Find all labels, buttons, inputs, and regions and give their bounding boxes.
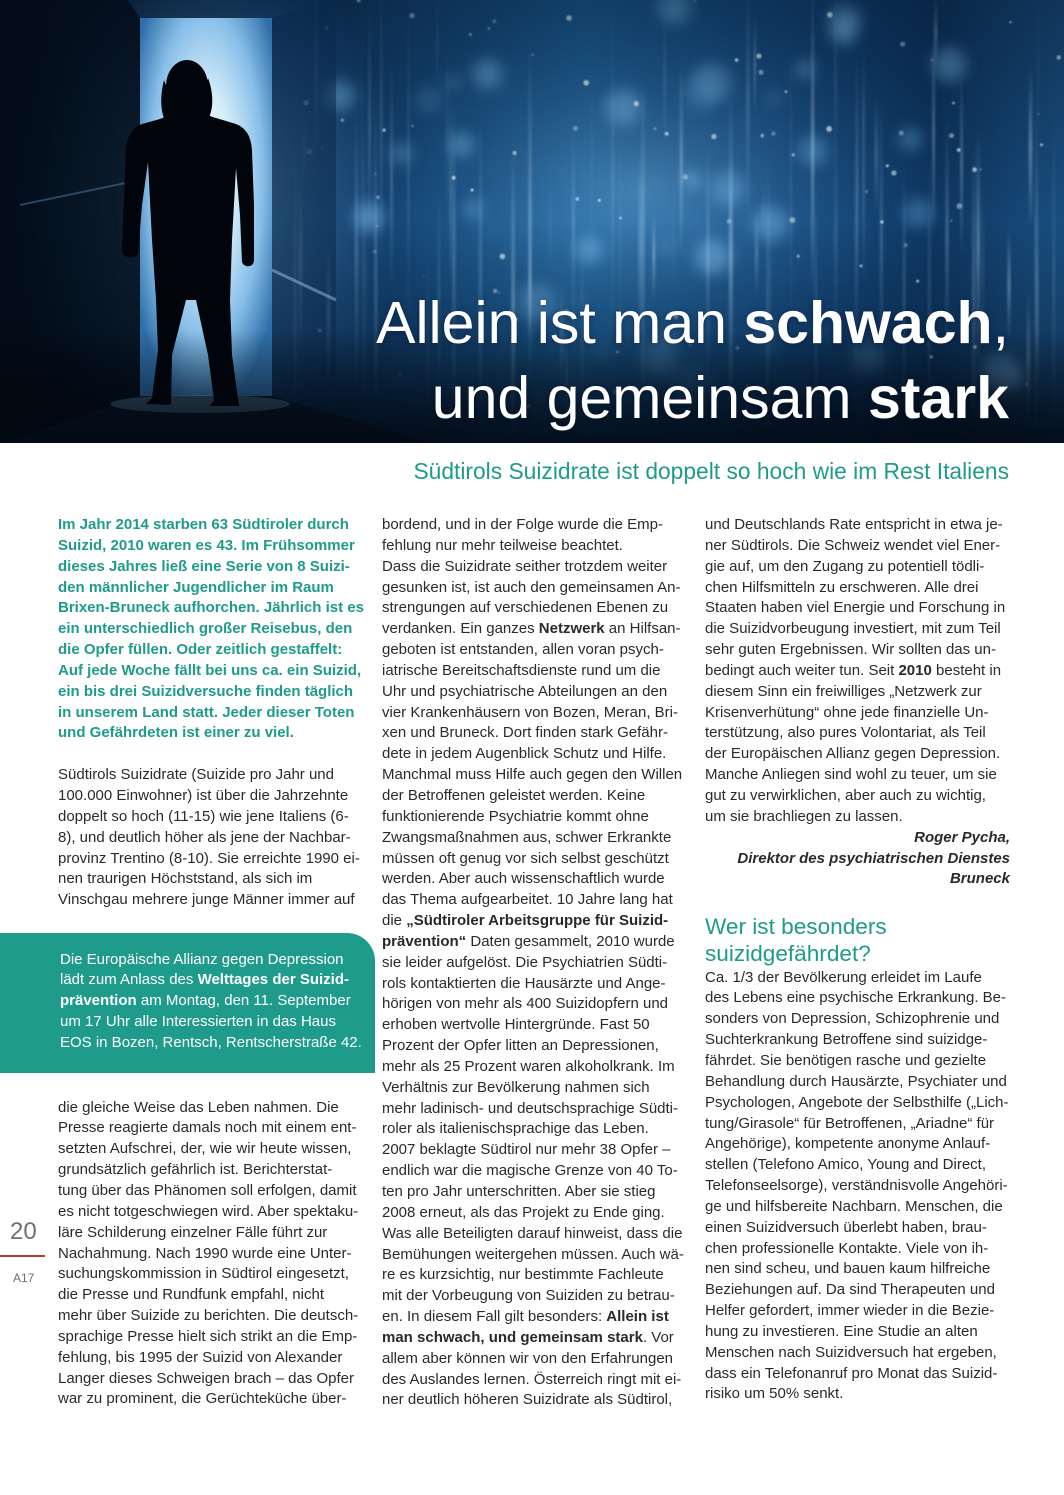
author-location: Bruneck bbox=[949, 870, 1010, 888]
text-line: Brixen-Bruneck aufhorchen. Jährlich ist es bbox=[58, 599, 364, 617]
text-line: Verhältnis zur Bevölkerung nahmen sich bbox=[382, 1078, 650, 1096]
text-line: die Suizidvorbeugung investiert, mit zum Teil bbox=[705, 620, 1001, 638]
bold-text: Netzwerk bbox=[538, 620, 605, 638]
text-line: terstützung, also pures Volontariat, als Teil bbox=[705, 724, 986, 742]
text-line: den männlicher Jugendlicher im Raum bbox=[58, 578, 334, 596]
text-line: Vinschgau mehrere junge Männer immer auf bbox=[58, 891, 355, 909]
text-line: strengungen auf verschiedenen Ebenen zu bbox=[382, 599, 669, 617]
text-line: um sie brachliegen zu lassen. bbox=[705, 807, 903, 825]
text-line: Was alle Beteiligten darauf hinweist, dass die bbox=[382, 1224, 683, 1242]
intro-paragraph bbox=[58, 515, 368, 744]
text-line: um 17 Uhr alle Interessierten in das Haus bbox=[60, 1013, 336, 1031]
text-line: die Presse und Rundfunk empfahl, nicht bbox=[58, 1286, 324, 1304]
text-line: ner Südtirols. Die Schweiz wendet viel Ener- bbox=[705, 536, 1001, 554]
text-line: war zu prominent, die Gerüchteküche über- bbox=[58, 1390, 347, 1408]
text-line: endlich war die magische Grenze von 40 To- bbox=[382, 1162, 678, 1180]
text-line: es nicht totgeschwiegen wird. Aber spektaku- bbox=[58, 1202, 359, 1220]
text-line: man schwach, und gemeinsam stark. Vor bbox=[382, 1328, 674, 1346]
text-line: EOS in Bozen, Rentsch, Rentscherstraße 42. bbox=[60, 1033, 362, 1051]
text-line: der Betroffenen geleistet werden. Keine bbox=[382, 786, 646, 804]
text-line: risiko um 50% senkt. bbox=[705, 1385, 844, 1403]
text-line: Dass die Suizidrate seither trotzdem weiter bbox=[382, 557, 668, 575]
text-line: chen Hilfsmitteln zu erschweren. Alle drei bbox=[705, 578, 979, 596]
title-line-1-regular: Allein ist man bbox=[376, 290, 744, 356]
hero-image bbox=[0, 0, 1064, 443]
text-line: Suchterkrankung Betroffene sind suizidge- bbox=[705, 1031, 988, 1049]
text-line: stellen (Telefono Amico, Young and Direct, bbox=[705, 1156, 987, 1174]
text-line: ten pro Jahr unterschritten. Aber sie stieg bbox=[382, 1183, 656, 1200]
text-line: sprachige Presse hielt sich strikt an die Emp- bbox=[58, 1327, 358, 1345]
text-line: und Deutschlands Rate entspricht in etwa je- bbox=[705, 516, 1003, 533]
text-line: re es kurzsichtig, nur bestimmte Fachleute bbox=[382, 1266, 664, 1284]
text-line: Presse reagierte damals noch mit einem ent- bbox=[58, 1119, 357, 1137]
text-line: suchungskommission in Südtirol eingesetzt, bbox=[58, 1265, 349, 1283]
column-1-top bbox=[58, 515, 368, 911]
text-line: Suizid, 2010 waren es 43. Im Frühsommer bbox=[58, 536, 355, 554]
bold-text: prävention bbox=[60, 992, 137, 1010]
text-line: dass ein Telefonanruf pro Monat das Suizid- bbox=[705, 1364, 998, 1382]
column-3-text bbox=[705, 515, 1010, 828]
text-line: rols kontaktierten die Hausärzte und Ange- bbox=[382, 974, 666, 992]
text-line: ein unterschiedlich großer Reisebus, den bbox=[58, 620, 353, 638]
text-line: hung zu investieren. Eine Studie an alten bbox=[705, 1322, 978, 1340]
text-line: werden. Aber auch wissenschaftlich wurde bbox=[382, 870, 665, 888]
text-line: 100.000 Einwohner) ist über die Jahrzehnte bbox=[58, 786, 349, 804]
title-line-2 bbox=[376, 361, 1009, 436]
text-line: Angehörige), kompetente anonyme Anlauf- bbox=[705, 1135, 991, 1153]
text-line: iatrische Bereitschaftsdienste rund um die bbox=[382, 661, 661, 679]
text-line: das Thema aufgearbeitet. 10 Jahre lang hat bbox=[382, 891, 673, 909]
section-heading-line-1: Wer ist besonders bbox=[705, 913, 887, 939]
text-line: des Lebens eine psychische Erkrankung. Be- bbox=[705, 989, 1007, 1007]
text-line: Staaten haben viel Energie und Forschung in bbox=[705, 599, 1006, 617]
text-line: setzten Aufschrei, der, wie wir heute wissen, bbox=[58, 1140, 352, 1158]
text-line: Manchmal muss Hilfe auch gegen den Willen bbox=[382, 766, 683, 784]
text-line: mit der Vorbeugung von Suiziden zu betrau- bbox=[382, 1287, 675, 1305]
text-line: Menschen nach Suizidversuch hat ergeben, bbox=[705, 1343, 997, 1361]
text-line: dete in jedem Augenblick Schutz und Hilfe. bbox=[382, 745, 667, 763]
text-line: dieses Jahres ließ eine Serie von 8 Suizi- bbox=[58, 557, 350, 575]
text-line: der Europäischen Allianz gegen Depression. bbox=[705, 745, 1001, 763]
text-line: verdanken. Ein ganzes Netzwerk an Hilfsan- bbox=[382, 620, 681, 638]
column-2 bbox=[382, 515, 692, 1411]
text-line: bedingt auch weiter tun. Seit 2010 besteht in bbox=[705, 661, 1002, 679]
text-line: die Opfer füllen. Oder zeitlich gestaffelt: bbox=[58, 641, 343, 659]
title-line-1-comma: , bbox=[992, 290, 1009, 356]
text-line: gesunken ist, ist auch den gemeinsamen An- bbox=[382, 578, 681, 596]
text-line: Prozent der Opfer litten an Depressionen, bbox=[382, 1037, 659, 1055]
text-line: Die Europäische Allianz gegen Depression bbox=[60, 950, 344, 968]
text-line: läre Schilderung einzelner Fälle führt zur bbox=[58, 1223, 328, 1241]
text-line: bordend, und in der Folge wurde die Emp- bbox=[382, 516, 664, 533]
article-title bbox=[376, 286, 1009, 436]
text-line: vier Krankenhäusern von Bozen, Meran, Bri- bbox=[382, 703, 678, 721]
text-line: fährdet. Sie benötigen rasche und gezielte bbox=[705, 1051, 987, 1069]
text-line: Helfer gefordert, immer wieder in die Bezie- bbox=[705, 1302, 995, 1320]
issue-code: A17 bbox=[13, 1271, 35, 1285]
text-line: in unserem Land statt. Jeder dieser Toten bbox=[58, 703, 355, 721]
text-line: 2007 beklagte Südtirol nur mehr 38 Opfer – bbox=[382, 1141, 671, 1159]
text-line: Südtirols Suizidrate (Suizide pro Jahr und bbox=[58, 766, 334, 784]
text-line: sonders von Depression, Schizophrenie und bbox=[705, 1010, 1000, 1028]
author-name: Roger Pycha, bbox=[914, 828, 1010, 846]
text-line: müssen oft genug vor sich selbst geschützt bbox=[382, 849, 669, 867]
text-line: Auf jede Woche fällt bei uns ca. ein Suizid, bbox=[58, 661, 362, 679]
column-1-bottom bbox=[58, 1098, 368, 1411]
text-line: 2008 erneut, als das Projekt zu Ende ging. bbox=[382, 1203, 665, 1221]
text-line: tung über das Phänomen soll erfolgen, damit bbox=[58, 1181, 357, 1199]
text-line: fehlung nur mehr teilweise beachtet. bbox=[382, 536, 623, 554]
text-line: die gleiche Weise das Leben nahmen. Die bbox=[58, 1098, 339, 1116]
title-line-2-regular: und gemeinsam bbox=[431, 365, 868, 431]
article-subtitle: Südtirols Suizidrate ist doppelt so hoch wie im Rest Italiens bbox=[413, 458, 1009, 484]
column-3 bbox=[705, 515, 1010, 890]
title-line-1 bbox=[376, 286, 1009, 361]
text-line: Bemühungen weitergehen müssen. Auch wä- bbox=[382, 1245, 684, 1263]
text-line: Langer dieses Schweigen brach – das Opfer bbox=[58, 1369, 355, 1387]
text-line: chen professionelle Kontakte. Viele von ih- bbox=[705, 1239, 989, 1257]
event-info-box bbox=[0, 933, 375, 1073]
text-line: einen Suizidversuch überlebt haben, brau- bbox=[705, 1218, 987, 1236]
text-line: tung/Girasole“ für Betroffenen, „Ariadne“ für bbox=[705, 1114, 995, 1132]
text-line: und Gefährdeten ist einer zu viel. bbox=[58, 724, 294, 742]
title-line-2-bold: stark bbox=[867, 365, 1009, 431]
bold-text: prävention“ bbox=[382, 932, 467, 950]
text-line: Manche Anliegen sind wohl zu teuer, um sie bbox=[705, 766, 997, 784]
text-line: en. In diesem Fall gilt besonders: Allein ist bbox=[382, 1308, 669, 1326]
text-line: gie auf, um den Zugang zu potentiell tödli- bbox=[705, 557, 985, 575]
text-line: Ca. 1/3 der Bevölkerung erleidet im Laufe bbox=[705, 968, 982, 986]
text-line: roler als italienischsprachige das Leben. bbox=[382, 1120, 649, 1138]
bold-text: Allein ist bbox=[606, 1308, 669, 1326]
text-line: prävention“ Daten gesammelt, 2010 wurde bbox=[382, 932, 675, 950]
info-box-text bbox=[60, 950, 375, 1054]
section-heading bbox=[705, 913, 887, 967]
text-line: erhoben wertvolle Hintergründe. Fast 50 bbox=[382, 1016, 650, 1034]
page-number-rule bbox=[0, 1255, 45, 1257]
author-signature bbox=[705, 828, 1010, 891]
text-line: fehlung, bis 1995 der Suizid von Alexander bbox=[58, 1348, 343, 1366]
bold-text: „Südtiroler Arbeitsgruppe für Suizid- bbox=[406, 912, 669, 930]
title-line-1-bold: schwach bbox=[743, 290, 993, 356]
text-line: nen sind scheu, und bauen kaum hilfreiche bbox=[705, 1260, 991, 1278]
text-line: 8), und deutlich höher als jene der Nachbar- bbox=[58, 828, 351, 846]
text-line: hörigen von mehr als 400 Suizidopfern und bbox=[382, 995, 669, 1013]
text-line: allem aber können wir von den Erfahrungen bbox=[382, 1349, 674, 1367]
page-number: 20 bbox=[10, 1218, 37, 1245]
author-role: Direktor des psychiatrischen Dienstes bbox=[737, 849, 1010, 867]
text-line: ner deutlich höheren Suizidrate als Südtirol, bbox=[382, 1391, 673, 1409]
text-line: Psychologen, Angebote der Selbsthilfe („Lich- bbox=[705, 1093, 1009, 1111]
text-line: Beziehungen auf. Da sind Therapeuten und bbox=[705, 1281, 995, 1299]
text-line: grundsätzlich gefährlich ist. Berichterstat- bbox=[58, 1161, 333, 1179]
text-line: gut zu verwirklichen, aber auch zu wichtig, bbox=[705, 786, 986, 804]
bold-text: 2010 bbox=[898, 661, 932, 679]
text-line: sie leider aufgelöst. Die Psychiatrien Südti- bbox=[382, 953, 668, 971]
text-line: funktionierende Psychiatrie kommt ohne bbox=[382, 807, 649, 825]
text-line: provinz Trentino (8-10). Sie erreichte 1990 ei- bbox=[58, 849, 360, 867]
bold-text: Welttages der Suizid- bbox=[197, 971, 349, 989]
text-line: des Auslandes lernen. Österreich ringt mit ei- bbox=[382, 1370, 682, 1388]
text-line: xen und Bruneck. Dort finden stark Gefähr- bbox=[382, 724, 668, 742]
text-line: Krisenverhütung“ ohne jede finanzielle Un- bbox=[705, 703, 989, 721]
text-line: geboten ist entstanden, allen voran psych- bbox=[382, 641, 664, 659]
text-line: nen traurigen Höchststand, als sich im bbox=[58, 870, 313, 888]
text-line: Uhr und psychiatrische Abteilungen an den bbox=[382, 682, 668, 700]
text-line: mehr ladinisch- und deutschsprachige Südti- bbox=[382, 1099, 678, 1117]
text-line: doppelt so hoch (11-15) wie jene Italiens (6- bbox=[58, 807, 349, 825]
text-line: Im Jahr 2014 starben 63 Südtiroler durch bbox=[58, 516, 349, 533]
section-heading-line-2: suizidgefährdet? bbox=[705, 940, 871, 966]
text-line: Telefonseelsorge), verständnisvolle Angehöri- bbox=[705, 1177, 1008, 1195]
text-line: Behandlung durch Hausärzte, Psychiater und bbox=[705, 1072, 1007, 1090]
text-line: mehr über Suizide zu berichten. Die deutsch- bbox=[58, 1307, 359, 1325]
text-line: sehr guten Ergebnissen. Wir sollten das un- bbox=[705, 641, 996, 659]
text-line: diesem Sinn ein freiwilliges „Netzwerk zur bbox=[705, 682, 982, 700]
section-text bbox=[705, 968, 1010, 1406]
text-line: die „Südtiroler Arbeitsgruppe für Suizid- bbox=[382, 912, 669, 930]
body-paragraph bbox=[58, 765, 368, 911]
text-line: Nachahmung. Nach 1990 wurde eine Unter- bbox=[58, 1244, 352, 1262]
text-line: mehr als 25 Prozent waren alkoholkrank. Im bbox=[382, 1057, 675, 1075]
text-line: prävention am Montag, den 11. September bbox=[60, 992, 351, 1010]
text-line: ein bis drei Suizidversuche finden täglich bbox=[58, 682, 354, 700]
text-line: ge und hilfsbereite Nachbarn. Menschen, die bbox=[705, 1197, 1003, 1215]
bold-text: man schwach, und gemeinsam stark bbox=[382, 1328, 643, 1346]
text-line: Zwangsmaßnahmen aus, schwer Erkrankte bbox=[382, 828, 672, 846]
text-line: lädt zum Anlass des Welttages der Suizid- bbox=[60, 971, 349, 989]
